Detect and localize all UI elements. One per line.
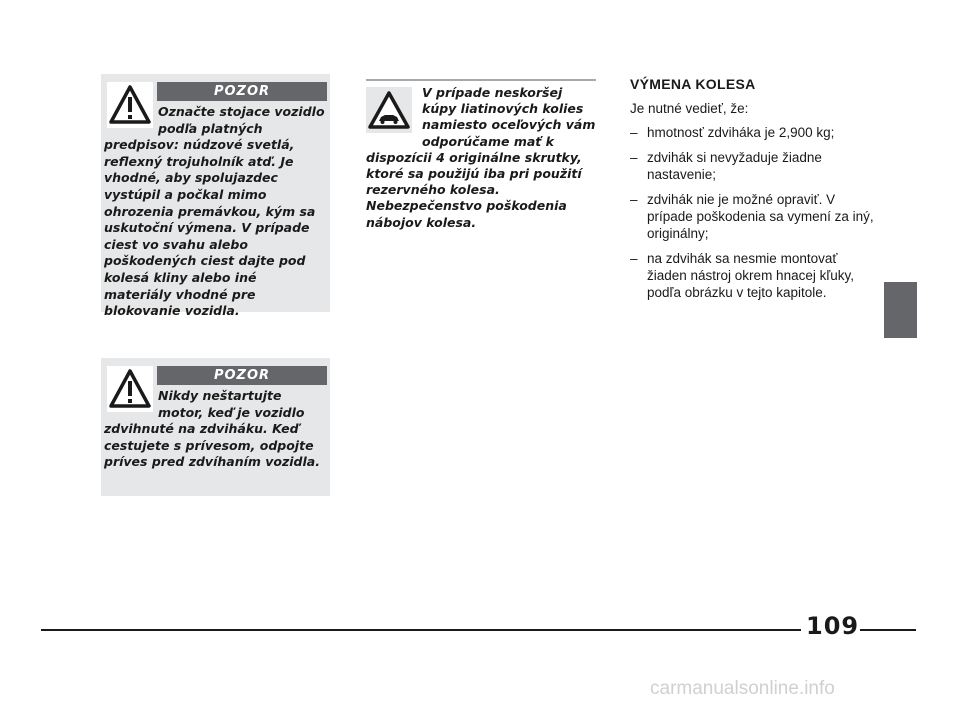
list-item-text: hmotnosť zdviháka je 2,900 kg; bbox=[647, 125, 835, 140]
warning-label: POZOR bbox=[157, 366, 327, 385]
footer-rule bbox=[41, 629, 801, 631]
list-dash: – bbox=[630, 125, 638, 140]
note-text: V prípade neskoršej kúpy liatinových kolies namiesto oceľových vám odporúčame mať k dispozícii 4 originálne skrutky, ktoré sa použijú iba pri použití rezervného kolesa. Nebezpečenstvo poškodenia nábojov kolesa. bbox=[366, 85, 596, 230]
watermark: carmanualsonline.info bbox=[650, 678, 835, 699]
section-wheel-change bbox=[630, 76, 880, 309]
warning-box-1 bbox=[101, 74, 330, 319]
list-item-text: zdvihák si nevyžaduje žiadne nastavenie; bbox=[647, 150, 822, 182]
chapter-tab bbox=[884, 282, 917, 338]
list-item bbox=[630, 191, 880, 242]
page-number: 109 bbox=[806, 612, 860, 640]
warning-text: Označte stojace vozidlo podľa platných predpisov: núdzové svetlá, reflexný trojuholník atď. Je vhodné, aby spolujazdec vystúpil a počkal mimo ohrozenia premávkou, kým sa uskutoční výmena. V prípade ciest vo svahu alebo poškodených ciest dajte pod kolesá kliny alebo iné materiály vhodné pre blokovanie vozidla. bbox=[104, 104, 325, 319]
warning-text: Nikdy neštartujte motor, keď je vozidlo zdvihnuté na zdviháku. Keď cestujete s prívesom, odpojte príves pred zdvíhaním vozidla. bbox=[104, 388, 320, 470]
list-item-text: zdvihák nie je možné opraviť. V prípade poškodenia sa vymení za iný, originálny; bbox=[647, 192, 874, 241]
section-title: VÝMENA KOLESA bbox=[630, 76, 756, 92]
list-item bbox=[630, 250, 880, 301]
note-box bbox=[366, 79, 596, 239]
warning-box-2 bbox=[101, 358, 330, 496]
footer-rule bbox=[860, 629, 916, 631]
list-dash: – bbox=[630, 192, 638, 207]
note-divider bbox=[366, 79, 596, 81]
list-item-text: na zdvihák sa nesmie montovať žiaden nástroj okrem hnacej kľuky, podľa obrázku v tejto kapitole. bbox=[647, 251, 855, 300]
list-dash: – bbox=[630, 251, 638, 266]
info-list bbox=[630, 124, 880, 301]
section-intro: Je nutné vedieť, že: bbox=[630, 101, 749, 116]
list-item bbox=[630, 124, 880, 141]
list-item bbox=[630, 149, 880, 183]
warning-label: POZOR bbox=[157, 82, 327, 101]
list-dash: – bbox=[630, 150, 638, 165]
